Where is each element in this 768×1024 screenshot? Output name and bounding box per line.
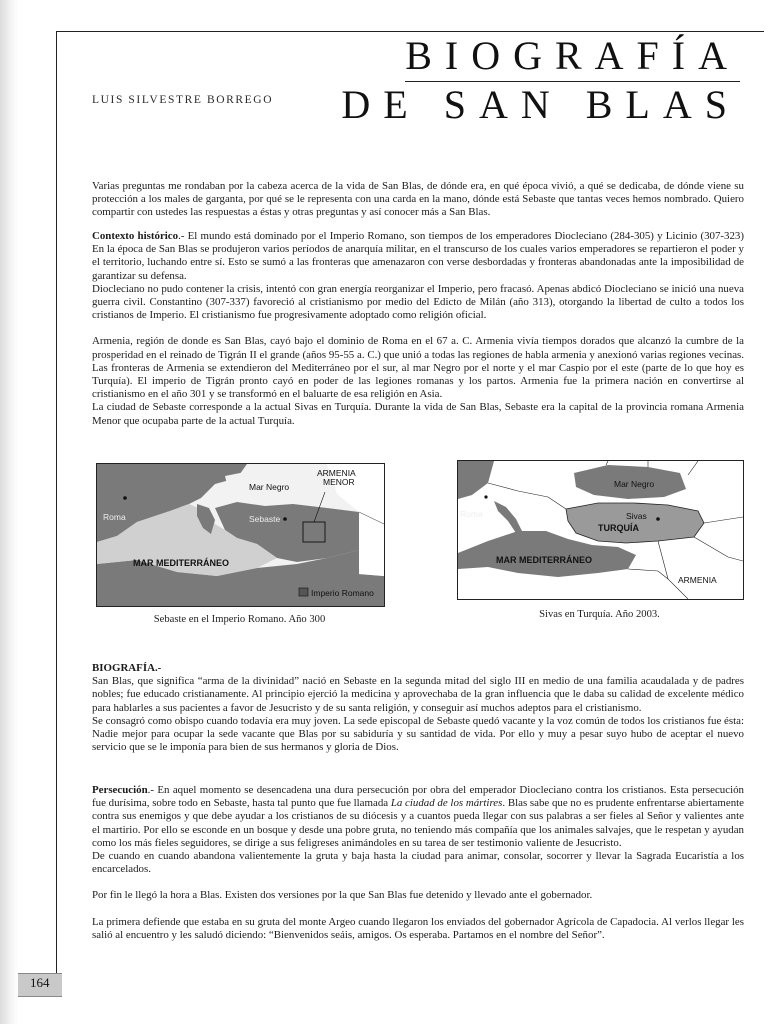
biography-paragraph-1: San Blas, que significa “arma de la divinidad” nació en Sebaste en la segunda mitad del siglo III en medio de una familia acaudalada y de padres nobles; fue educado cristianamente. Al principio ejerció la medicina y aprovechaba de la gran influencia que le daba su calidad de excelente médico para hablarles a sus pacientes a favor de Jesucristo y de su santa religión, y conseguir así muchos adeptos para el cristianismo. bbox=[92, 675, 744, 714]
page-title bbox=[341, 33, 740, 128]
persecution-paragraph-1-b: . Blas sabe que no es prudente enfrentarse abiertamente contra sus enemigos y que debe ayudar a los cristianos de su diócesis y a cuantos pueda llegar con sus palabras a ser fieles al Señor y valientes ante el martirio. Por ello se esconde en un bosque y desde una pobre gruta, no teniendo más compañía que los animales salvajes, que le respetan y ayudan como los más fieles seguidores, se dirige a sus feligreses animándoles en su tarea de ser testimonio valiente de Jesucristo. bbox=[92, 797, 744, 849]
map-left-label-sebaste: Sebaste bbox=[249, 514, 281, 524]
biography-section bbox=[92, 662, 744, 754]
map-right-label-mar-negro: Mar Negro bbox=[614, 479, 655, 489]
map-right-label-mar-mediterraneo: MAR MEDITERRÁNEO bbox=[496, 555, 592, 565]
title-line-1: BIOGRAFÍA bbox=[405, 33, 740, 82]
context-heading: Contexto histórico bbox=[92, 230, 179, 242]
map-left-label-armenia-menor-2: MENOR bbox=[323, 477, 355, 487]
persecution-heading: Persecución bbox=[92, 784, 148, 796]
frame-top-rule bbox=[56, 31, 764, 32]
map-right-label-armenia: ARMENIA bbox=[678, 575, 717, 585]
persecution-paragraph-3: Por fin le llegó la hora a Blas. Existen dos versiones por la que San Blas fue detenido y llevado ante el gobernador. bbox=[92, 889, 593, 902]
context-paragraph-4: La ciudad de Sebaste corresponde a la actual Sivas en Turquía. Durante la vida de San Blas, Sebaste era la capital de la provincia romana Armenia Menor que ocupaba parte de la actual Turquía. bbox=[92, 401, 744, 427]
frame-left-rule bbox=[56, 31, 57, 996]
intro-paragraph: Varias preguntas me rondaban por la cabeza acerca de la vida de San Blas, de dónde era, en qué época vivió, a qué se dedicaba, de dónde viene su protección a los males de garganta, por qué se le representa con una carda en la mano, dónde está Sebaste que tantas veces hemos nombrado. Quiero compartir con ustedes las respuestas a éstas y otras preguntas y así conocer más a San Blas. bbox=[92, 180, 744, 219]
map-turkey bbox=[457, 460, 744, 600]
persecution-paragraph-4: La primera defiende que estaba en su gruta del monte Argeo cuando llegaron los enviados del gobernador Agrícola de Capadocia. Al verlos llegar les salió al encuentro y les saludó diciendo: “Bienvenidos seáis, amigos. Os esperaba. Partamos en el nombre del Señor”. bbox=[92, 915, 744, 941]
intro-section bbox=[92, 180, 744, 220]
map-roman-empire bbox=[96, 463, 385, 607]
map-left-label-mar-negro: Mar Negro bbox=[249, 482, 290, 492]
persecution-paragraph-1-a: .- En aquel momento se desencadena una dura persecución por obra del emperador Diocleciano contra los cristianos. Esta persecución fue durísima, sobre todo en Sebaste, hasta tal punto que fue llamada bbox=[92, 784, 744, 810]
title-line-2: DE SAN BLAS bbox=[341, 82, 740, 127]
map-left-label-mar-mediterraneo: MAR MEDITERRÁNEO bbox=[133, 558, 229, 568]
context-section bbox=[92, 230, 744, 428]
map-right-label-sivas: Sivas bbox=[626, 511, 647, 521]
biography-heading-line bbox=[92, 662, 744, 675]
map-right-label-roma: Roma bbox=[460, 509, 483, 519]
map-roman-empire-caption: Sebaste en el Imperio Romano. Año 300 bbox=[153, 614, 326, 625]
author-name: LUIS SILVESTRE BORREGO bbox=[92, 94, 274, 106]
biography-heading: BIOGRAFÍA bbox=[92, 662, 155, 674]
page-number: 164 bbox=[30, 975, 50, 990]
context-paragraph-2: Diocleciano no pudo contener la crisis, intentó con gran energía reorganizar el Imperio, pero fracasó. Apenas abdicó Diocleciano se inició una nueva guerra civil. Constantino (307-337) favoreció al cristianismo por medio del Edicto de Milán (año 313), otorgando la libertad de culto a todos los cristianos de Imperio. El cristianismo fue progresivamente adoptado como religión oficial. bbox=[92, 282, 744, 322]
context-paragraph-1 bbox=[92, 230, 744, 283]
map-left-legend-label: Imperio Romano bbox=[311, 588, 374, 598]
biography-heading-suffix: .- bbox=[154, 662, 162, 674]
map-turkey-graphic bbox=[458, 461, 743, 599]
context-paragraph-3: Armenia, región de donde es San Blas, cayó bajo el dominio de Roma en el 67 a. C. Armenia vivía tiempos dorados que alcanzó la cumbre de la prosperidad en el reinado de Tigrán II el grande (años 95-55 a. C.) que unió a todas las regiones de habla armenia y anexionó varias regiones vecinas. Las fronteras de Armenia se extendieron del Mediterráneo por el sur, al mar Negro por el norte y el mar Caspio por el este (parte de lo que hoy es Turquía). El imperio de Tigrán pronto cayó en poder de las legiones romanas y los partos. Armenia fue la primera nación en convertirse al cristianismo en el año 301 y se transformó en el baluarte de esa religión en Asia. bbox=[92, 335, 744, 401]
scan-edge-shadow bbox=[0, 0, 18, 1024]
persecution-paragraph-1 bbox=[92, 784, 744, 850]
persecution-paragraph-2: De cuando en cuando abandona valientemente la gruta y baja hasta la ciudad para animar, consolar, socorrer y llevar la Sagrada Eucaristía a los encarcelados. bbox=[92, 850, 744, 876]
persecution-paragraph-1-italic: La ciudad de los mártires bbox=[390, 797, 503, 810]
map-right-label-turquia: TURQUÍA bbox=[598, 523, 639, 533]
context-paragraph-1-text: .- El mundo está dominado por el Imperio Romano, son tiempos de los emperadores Diocleciano (284-305) y Licinio (307-323) En la época de San Blas se produjeron varios períodos de anarquía militar, en el transcurso de los cuales varios emperadores se repartieron el poder y el territorio, luchando entre sí. Esto se sumó a las fronteras que amenazaron con verse desbordadas y fronteras abandonadas ante la imposibilidad de garantizar su defensa. bbox=[92, 230, 744, 282]
map-roman-empire-graphic bbox=[97, 464, 384, 606]
map-left-label-roma: Roma bbox=[103, 512, 126, 522]
persecution-section bbox=[92, 784, 744, 942]
biography-paragraph-2: Se consagró como obispo cuando todavía era muy joven. La sede episcopal de Sebaste quedó vacante y la voz común de todos los cristianos fue ésta: Nadie mejor para ocupar la sede vacante que Blas por su sabiduría y su santidad de vida. Por ello y muy a pesar suyo hubo de aceptar el nuevo servicio que se le imponía para bien de sus hermanos y gloria de Dios. bbox=[92, 714, 744, 754]
map-left-label-armenia-menor-1: ARMENIA bbox=[317, 468, 356, 478]
map-turkey-caption: Sivas en Turquía. Año 2003. bbox=[539, 609, 660, 620]
